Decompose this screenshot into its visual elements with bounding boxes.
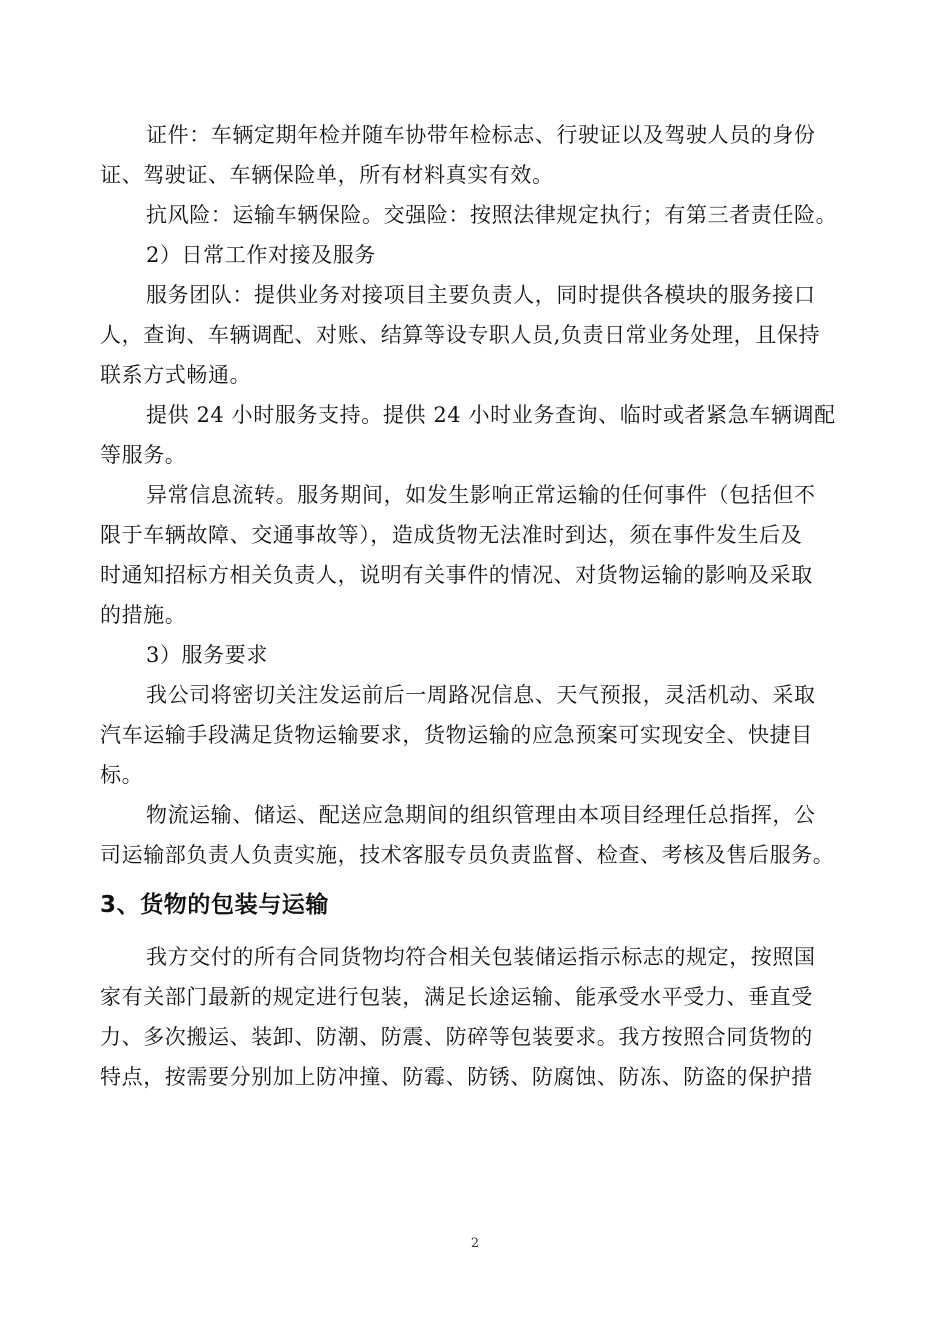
text-line: 的措施。 [100, 603, 187, 627]
text-line: 抗风险：运输车辆保险。交强险：按照法律规定执行；有第三者责任险。 [146, 203, 838, 227]
paragraph-certificates [100, 115, 870, 195]
text-line: 我公司将密切关注发运前后一周路况信息、天气预报，灵活机动、采取 [146, 683, 816, 707]
paragraph-emergency-management [100, 795, 870, 875]
text-line: 标。 [100, 763, 144, 787]
text-line: 我方交付的所有合同货物均符合相关包装储运指示标志的规定，按照国 [146, 945, 816, 969]
text-line: 2）日常工作对接及服务 [146, 243, 376, 267]
text-line: 人，查询、车辆调配、对账、结算等设专职人员,负责日常业务处理，且保持 [100, 323, 821, 347]
paragraph-risk [100, 195, 870, 235]
text-line: 力、多次搬运、装卸、防潮、防震、防碎等包装要求。我方按照合同货物的 [100, 1025, 813, 1049]
paragraph-packaging [100, 937, 870, 1097]
text-line: 限于车辆故障、交通事故等），造成货物无法准时到达，须在事件发生后及 [100, 523, 803, 547]
text-line: 司运输部负责人负责实施，技术客服专员负责监督、检查、考核及售后服务。 [100, 843, 835, 867]
paragraph-exception-info [100, 475, 870, 635]
text-line: 物流运输、储运、配送应急期间的组织管理由本项目经理任总指挥，公 [146, 803, 816, 827]
page-number: 2 [470, 1236, 480, 1251]
text-line: 服务团队：提供业务对接项目主要负责人，同时提供各模块的服务接口 [146, 283, 816, 307]
text-line: 时通知招标方相关负责人，说明有关事件的情况、对货物运输的影响及采取 [100, 563, 813, 587]
text-line: 特点，按需要分别加上防冲撞、防霉、防锈、防腐蚀、防冻、防盗的保护措 [100, 1065, 813, 1089]
paragraph-service-team [100, 275, 870, 395]
paragraph-road-monitoring [100, 675, 870, 795]
text-line: 汽车运输手段满足货物运输要求，货物运输的应急预案可实现安全、快捷目 [100, 723, 813, 747]
text-line: 等服务。 [100, 443, 187, 467]
text-line: 证、驾驶证、车辆保险单，所有材料真实有效。 [100, 163, 554, 187]
text-line: 异常信息流转。服务期间，如发生影响正常运输的任何事件（包括但不 [146, 483, 816, 507]
subheading-service-requirements [100, 635, 870, 675]
text-line: 提供 24 小时服务支持。提供 24 小时业务查询、临时或者紧急车辆调配 [146, 403, 836, 427]
subheading-daily-service [100, 235, 870, 275]
section-heading: 3、货物的包装与运输 [100, 892, 330, 918]
text-line: 3）服务要求 [146, 643, 268, 667]
text-line: 家有关部门最新的规定进行包装，满足长途运输、能承受水平受力、垂直受 [100, 985, 813, 1009]
paragraph-24h-support [100, 395, 870, 475]
text-line: 联系方式畅通。 [100, 363, 252, 387]
document-body [100, 115, 870, 1097]
text-line: 证件：车辆定期年检并随车协带年检标志、行驶证以及驾驶人员的身份 [146, 123, 816, 147]
